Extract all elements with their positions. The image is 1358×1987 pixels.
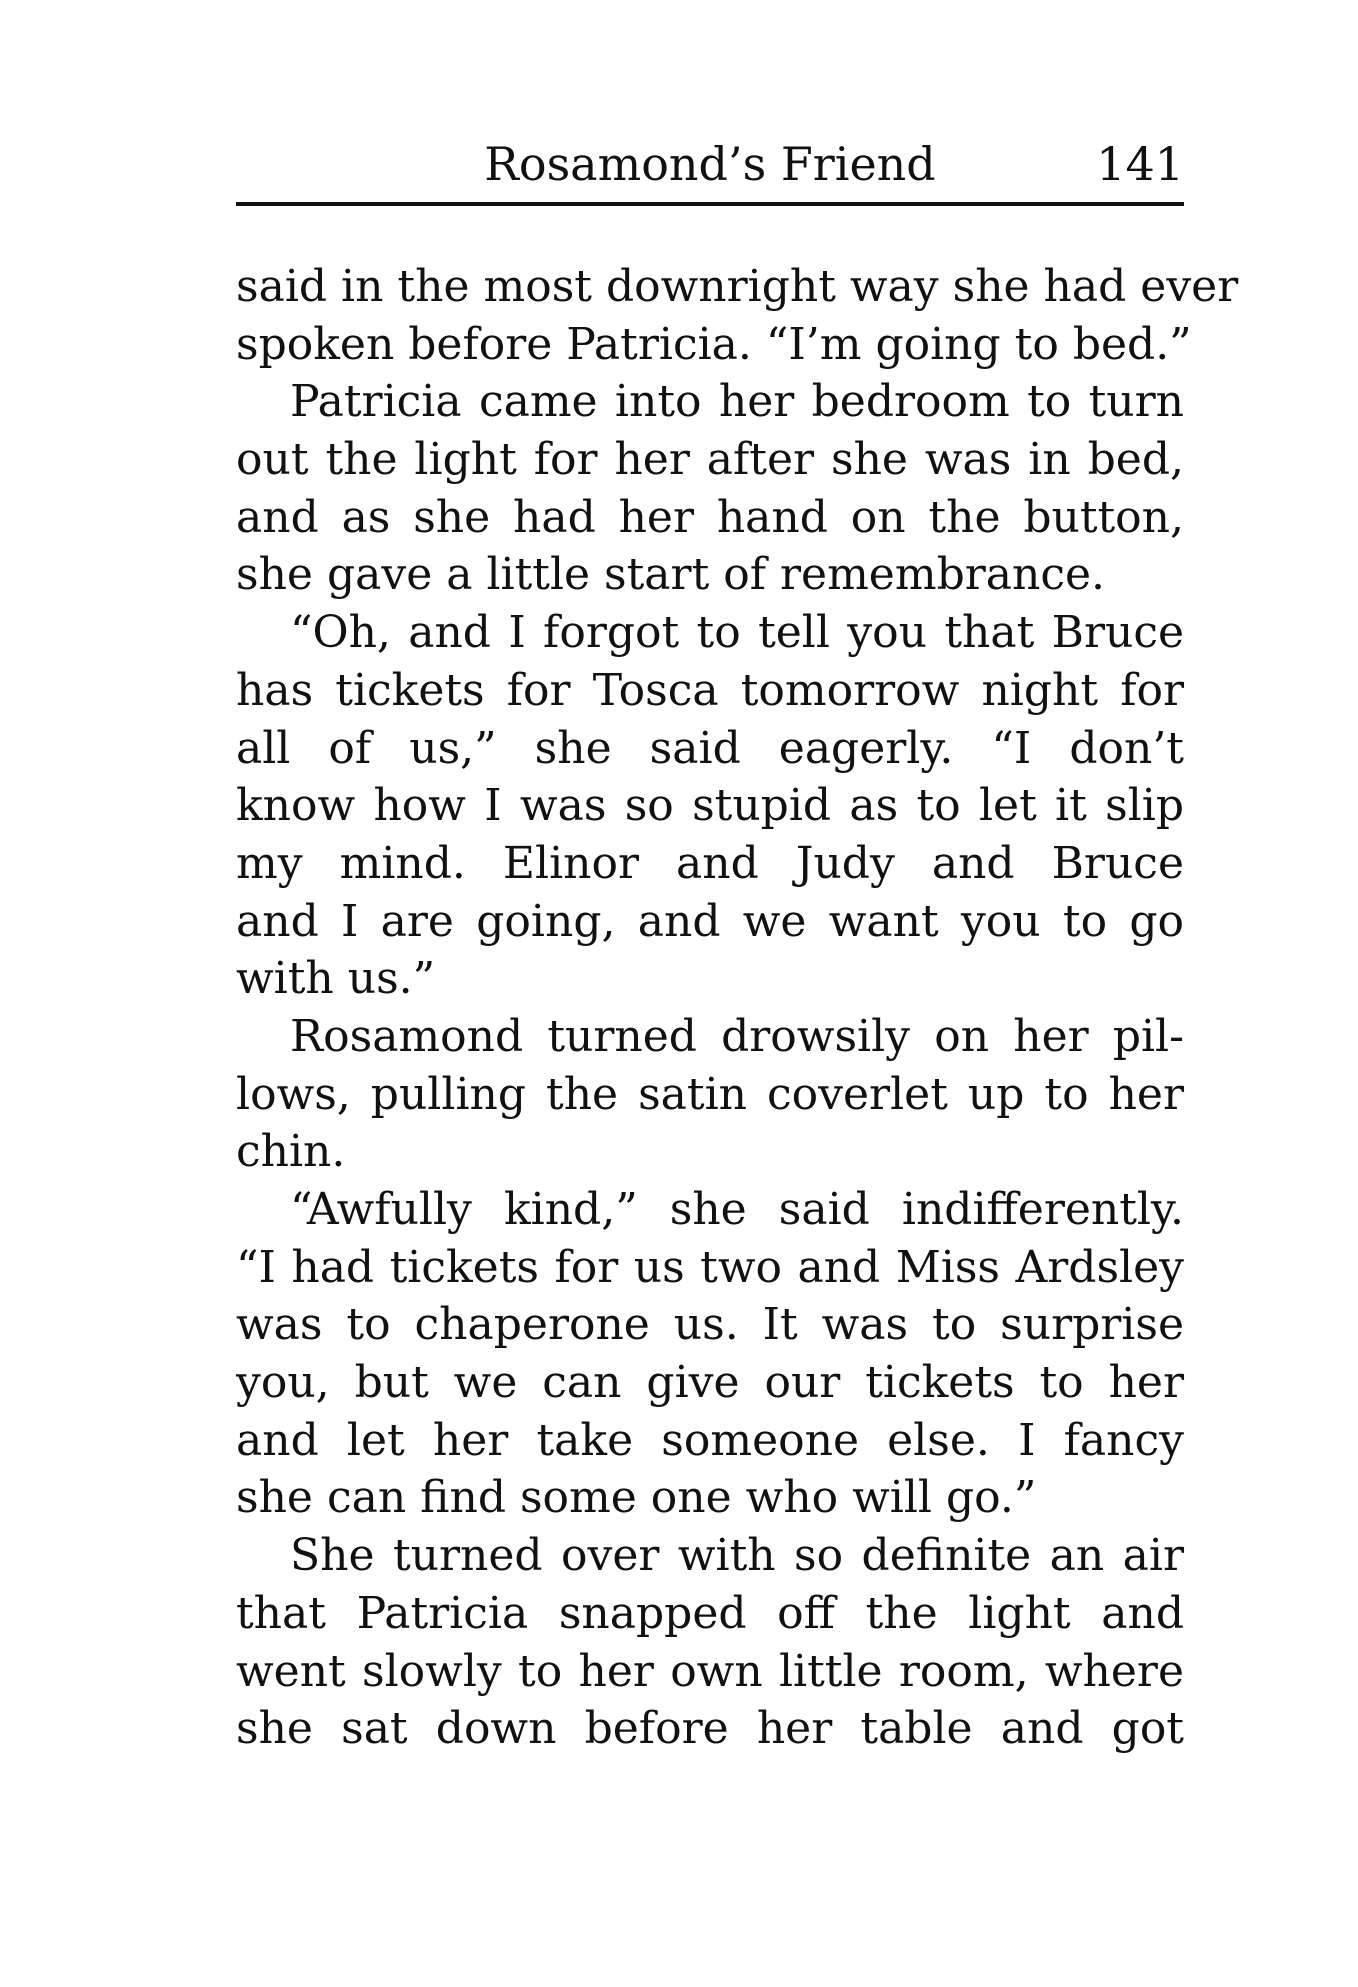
text-line: all of us,” she said eagerly. “I don’t [236, 722, 1184, 774]
text-line: has tickets for Tosca tomorrow night for [236, 664, 1184, 716]
page-number: 141 [1096, 137, 1184, 191]
text-line: know how I was so stupid as to let it slip [236, 780, 1184, 832]
text-line: chin. [236, 1126, 346, 1178]
text-line: with us.” [236, 953, 436, 1005]
text-line: she gave a little start of remembrance. [236, 549, 1105, 601]
header-rule [236, 202, 1184, 206]
running-title: Rosamond’s Friend [484, 137, 936, 191]
text-line: Rosamond turned drowsily on her pil- [290, 1010, 1184, 1062]
text-line: went slowly to her own little room, where [236, 1645, 1184, 1697]
text-line: she sat down before her table and got [236, 1703, 1184, 1755]
text-line: “I had tickets for us two and Miss Ardsley [236, 1241, 1184, 1293]
text-line: and as she had her hand on the button, [236, 491, 1184, 543]
text-line: she can find some one who will go.” [236, 1472, 1037, 1524]
text-line: and I are going, and we want you to go [236, 895, 1184, 947]
body-text [236, 258, 1239, 1758]
text-line: “Oh, and I forgot to tell you that Bruce [290, 607, 1184, 659]
text-line: you, but we can give our tickets to her [236, 1357, 1184, 1409]
text-line: my mind. Elinor and Judy and Bruce [236, 837, 1184, 889]
text-line: spoken before Patricia. “I’m going to bed.” [236, 318, 1192, 370]
text-line: lows, pulling the satin coverlet up to her [236, 1068, 1184, 1120]
text-line: out the light for her after she was in bed, [236, 434, 1184, 486]
text-line: She turned over with so definite an air [290, 1530, 1184, 1582]
text-line: “Awfully kind,” she said indifferently. [290, 1184, 1184, 1235]
running-head [236, 128, 1184, 200]
text-line: that Patricia snapped off the light and [236, 1587, 1184, 1639]
text-line: and let her take someone else. I fancy [236, 1414, 1184, 1466]
text-line: Patricia came into her bedroom to turn [290, 376, 1184, 428]
text-line: was to chaperone us. It was to surprise [236, 1299, 1184, 1351]
text-line: said in the most downright way she had ever [236, 261, 1239, 312]
